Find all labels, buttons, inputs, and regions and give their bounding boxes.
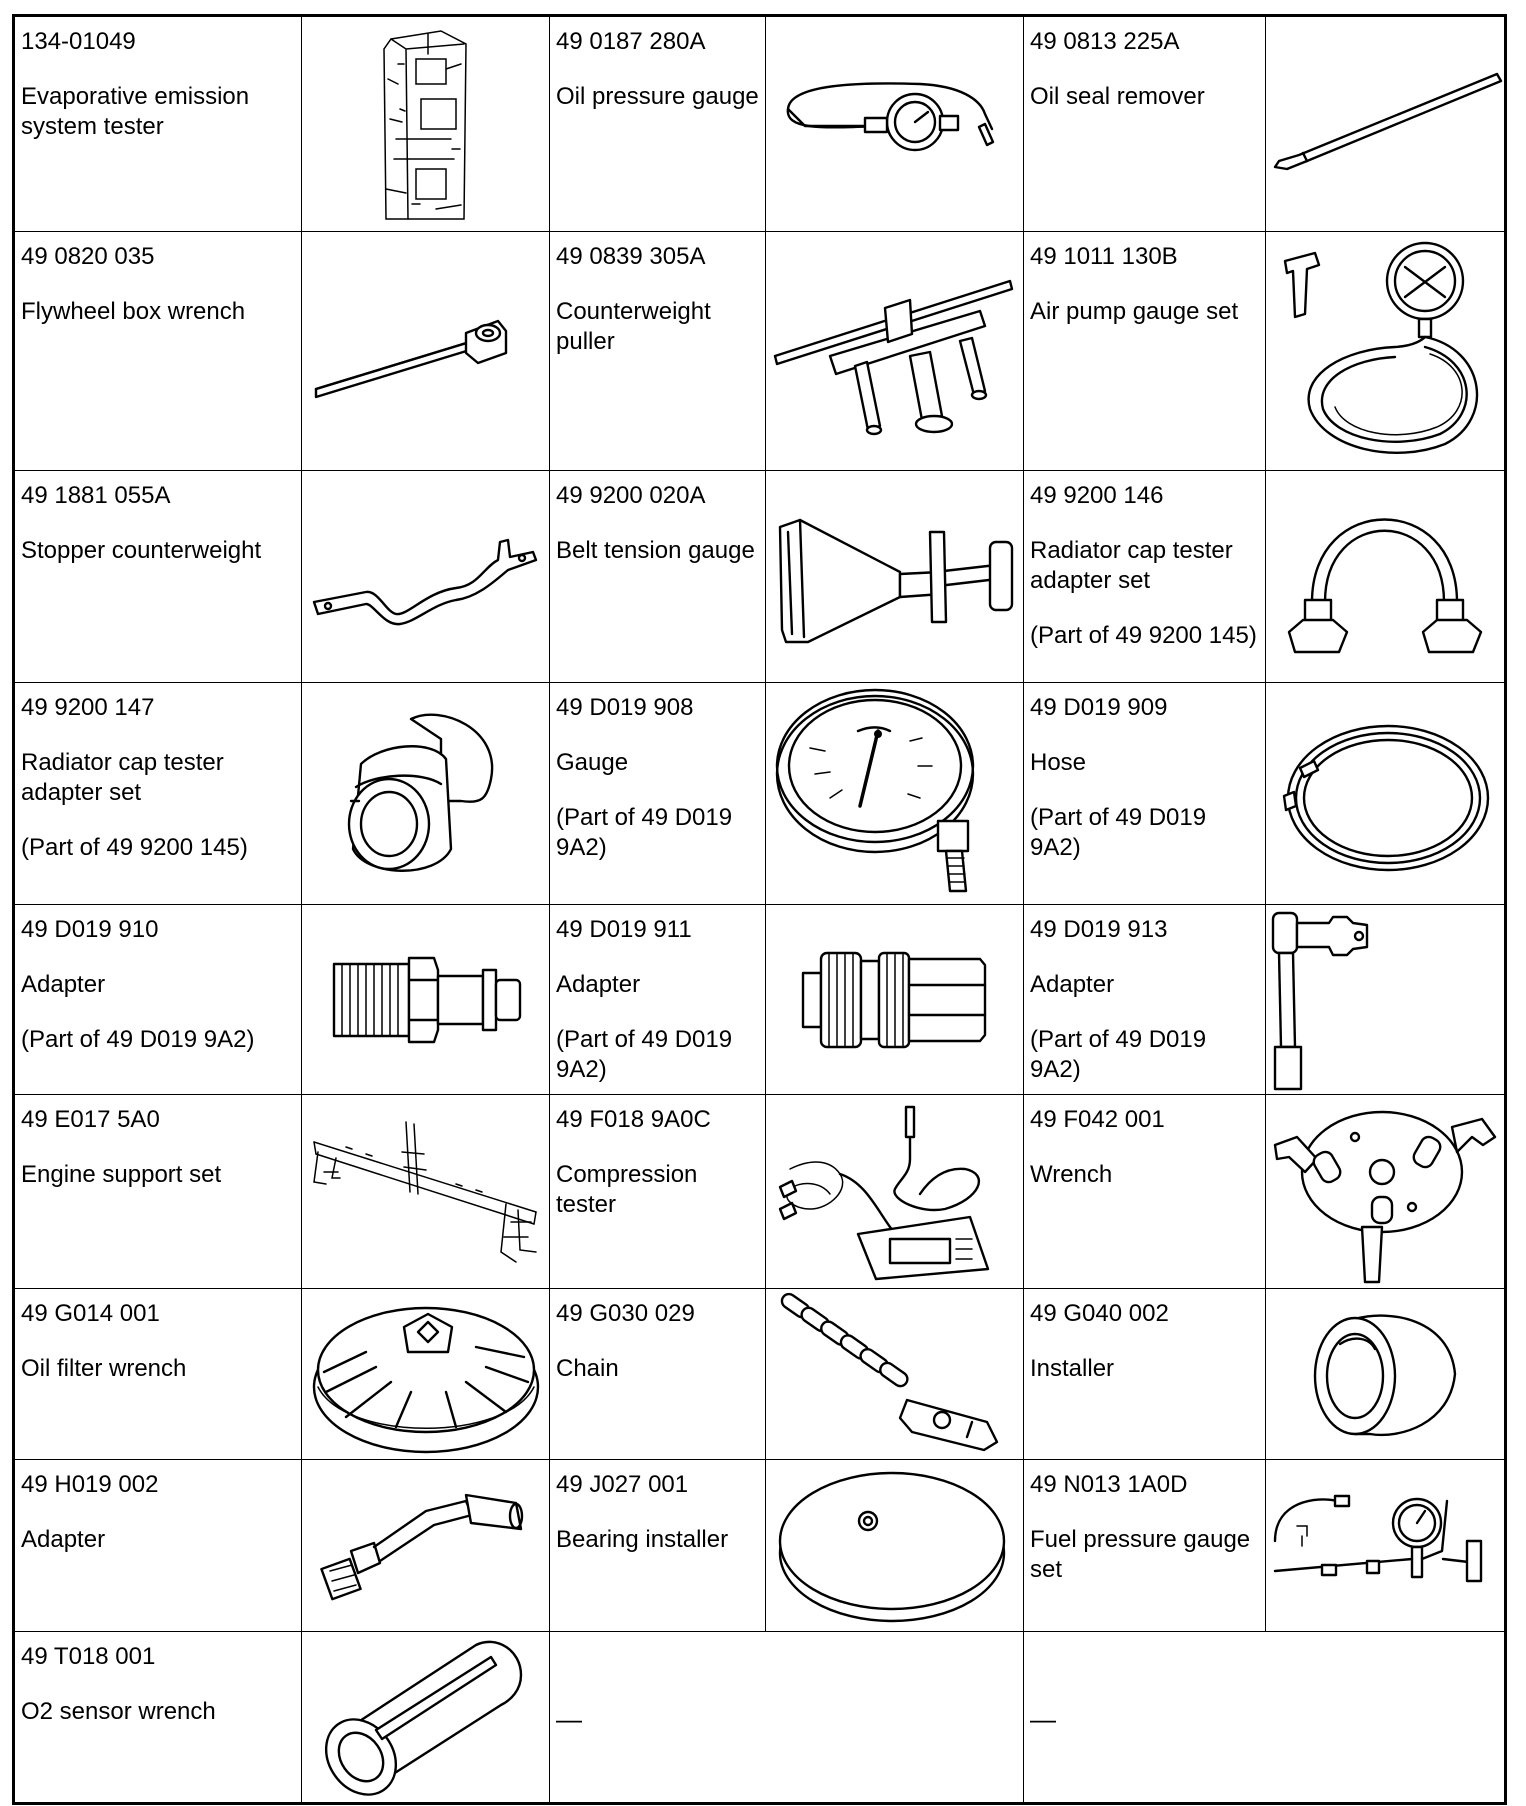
slotted-socket-icon — [316, 1635, 536, 1800]
tool-number: 49 J027 001 — [556, 1471, 689, 1498]
tool-number: 49 0839 305A — [556, 243, 706, 270]
tool-name: Adapter — [556, 971, 641, 998]
tool-image-cell — [302, 905, 550, 1095]
tool-name: Installer — [1030, 1355, 1115, 1382]
tool-name: Bearing installer — [556, 1526, 729, 1553]
tool-number: 49 H019 002 — [21, 1471, 159, 1498]
tool-info-cell — [550, 905, 766, 1095]
tool-number: 49 1011 130B — [1030, 243, 1178, 270]
tool-number: 49 G040 002 — [1030, 1300, 1169, 1327]
tool-info-cell — [1024, 232, 1266, 471]
air-pump-gauge-icon — [1275, 239, 1495, 464]
tool-name: Oil pressure gauge — [556, 83, 759, 110]
three-jaw-wrench-icon — [1267, 1097, 1503, 1287]
tool-info-cell — [550, 1460, 766, 1632]
tool-info-cell — [550, 232, 766, 471]
table-row — [14, 905, 1506, 1095]
tool-image-cell — [766, 1095, 1024, 1289]
tool-number: 49 9200 020A — [556, 482, 706, 509]
tool-number: 134-01049 — [21, 28, 136, 55]
elbow-adapter-icon — [1267, 907, 1503, 1093]
tool-name: Fuel pressure gauge set — [1030, 1526, 1251, 1583]
tool-number: 49 N013 1A0D — [1030, 1471, 1188, 1498]
tool-number: 49 9200 146 — [1030, 482, 1164, 509]
tool-image-cell — [766, 683, 1024, 905]
tool-image-cell — [302, 1289, 550, 1460]
tool-info-cell — [14, 1632, 302, 1804]
tool-image-cell — [1266, 1289, 1506, 1460]
pressure-gauge-icon — [770, 686, 1020, 901]
oil-filter-cap-icon — [306, 1292, 546, 1457]
table-row — [14, 471, 1506, 683]
puller-icon — [770, 256, 1020, 446]
tool-name: Adapter — [21, 971, 106, 998]
tool-image-cell — [302, 1460, 550, 1632]
tool-image-cell — [302, 16, 550, 232]
tool-name: Belt tension gauge — [556, 537, 755, 564]
engine-support-icon — [306, 1112, 546, 1272]
tool-image-cell — [1266, 471, 1506, 683]
tool-name: O2 sensor wrench — [21, 1698, 216, 1725]
tool-number: 49 D019 910 — [21, 916, 159, 943]
tool-image-cell — [1266, 232, 1506, 471]
empty-cell — [1024, 1632, 1506, 1804]
tool-info-cell — [1024, 16, 1266, 232]
tool-image-cell — [1266, 683, 1506, 905]
table-row — [14, 16, 1506, 232]
tool-image-cell — [302, 1632, 550, 1804]
tool-name: Adapter — [1030, 971, 1115, 998]
tool-info-cell — [14, 232, 302, 471]
bearing-disc-icon — [770, 1463, 1020, 1628]
tool-name: Compression tester — [556, 1161, 698, 1218]
tool-part-note: (Part of 49 D019 9A2) — [1030, 1026, 1207, 1083]
tool-number: 49 G030 029 — [556, 1300, 695, 1327]
adapter-hose-icon — [1267, 482, 1503, 672]
radiator-adapter-icon — [341, 709, 511, 879]
special-tools-sheet — [12, 14, 1507, 1805]
tool-number: 49 1881 055A — [21, 482, 171, 509]
belt-tension-gauge-icon — [770, 502, 1020, 652]
tool-image-cell — [766, 1460, 1024, 1632]
tool-image-cell — [1266, 905, 1506, 1095]
empty-dash: — — [556, 1704, 582, 1734]
tool-number: 49 F042 001 — [1030, 1106, 1165, 1133]
tool-info-cell — [1024, 471, 1266, 683]
tool-part-note: (Part of 49 9200 145) — [1030, 622, 1257, 649]
table-row — [14, 1289, 1506, 1460]
tool-image-cell — [766, 471, 1024, 683]
tool-name: Stopper counterweight — [21, 537, 262, 564]
tool-part-note: (Part of 49 9200 145) — [21, 834, 248, 861]
installer-ring-icon — [1310, 1304, 1460, 1444]
evap-tester-icon — [346, 19, 506, 229]
tool-image-cell — [766, 1289, 1024, 1460]
coiled-hose-icon — [1270, 706, 1500, 881]
tool-name: Radiator cap tester adapter set — [21, 749, 224, 806]
tool-info-cell — [550, 683, 766, 905]
tool-image-cell — [302, 683, 550, 905]
tool-number: 49 0820 035 — [21, 243, 155, 270]
tool-number: 49 D019 909 — [1030, 694, 1168, 721]
tool-image-cell — [302, 232, 550, 471]
tool-info-cell — [14, 1095, 302, 1289]
tool-info-cell — [1024, 905, 1266, 1095]
tool-name: Air pump gauge set — [1030, 298, 1239, 325]
compression-tester-icon — [770, 1099, 1020, 1284]
oil-pressure-gauge-icon — [780, 74, 1010, 174]
box-wrench-icon — [308, 291, 544, 411]
tool-info-cell — [550, 16, 766, 232]
oil-seal-remover-icon — [1267, 69, 1503, 179]
tool-name: Radiator cap tester adapter set — [1030, 537, 1233, 594]
empty-cell — [550, 1632, 1024, 1804]
tool-name: Gauge — [556, 749, 629, 776]
tool-info-cell — [14, 471, 302, 683]
empty-dash: — — [1030, 1704, 1056, 1734]
tool-number: 49 T018 001 — [21, 1643, 156, 1670]
table-row — [14, 232, 1506, 471]
special-tools-table — [12, 14, 1507, 1805]
tool-name: Chain — [556, 1355, 619, 1382]
tool-number: 49 D019 913 — [1030, 916, 1168, 943]
tool-number: 49 D019 908 — [556, 694, 694, 721]
tool-number: 49 F018 9A0C — [556, 1106, 711, 1133]
tool-number: 49 0813 225A — [1030, 28, 1180, 55]
stopper-plate-icon — [308, 522, 544, 632]
tool-info-cell — [1024, 1095, 1266, 1289]
tool-info-cell — [14, 683, 302, 905]
tool-name: Hose — [1030, 749, 1087, 776]
tool-image-cell — [1266, 1460, 1506, 1632]
table-row — [14, 1095, 1506, 1289]
tool-info-cell — [1024, 683, 1266, 905]
threaded-adapter-icon — [326, 950, 526, 1050]
tool-name: Evaporative emission system tester — [21, 83, 250, 140]
tool-name: Adapter — [21, 1526, 106, 1553]
quick-coupler-icon — [795, 945, 995, 1055]
tool-name: Oil seal remover — [1030, 83, 1205, 110]
tool-info-cell — [14, 16, 302, 232]
tool-info-cell — [550, 1095, 766, 1289]
tool-image-cell — [766, 905, 1024, 1095]
table-row — [14, 1460, 1506, 1632]
tool-image-cell — [302, 471, 550, 683]
tool-name: Wrench — [1030, 1161, 1113, 1188]
tool-part-note: (Part of 49 D019 9A2) — [556, 804, 733, 861]
tool-info-cell — [14, 1460, 302, 1632]
tool-part-note: (Part of 49 D019 9A2) — [21, 1026, 255, 1053]
chain-icon — [772, 1292, 1017, 1457]
tool-image-cell — [766, 232, 1024, 471]
tool-name: Flywheel box wrench — [21, 298, 246, 325]
tool-image-cell — [1266, 1095, 1506, 1289]
tool-info-cell — [550, 1289, 766, 1460]
table-row — [14, 1632, 1506, 1804]
tool-info-cell — [1024, 1460, 1266, 1632]
tool-name: Oil filter wrench — [21, 1355, 187, 1382]
tool-number: 49 G014 001 — [21, 1300, 160, 1327]
tool-name: Engine support set — [21, 1161, 222, 1188]
tool-name: Counterweight puller — [556, 298, 711, 355]
table-row — [14, 683, 1506, 905]
tool-number: 49 9200 147 — [21, 694, 155, 721]
tool-info-cell — [1024, 1289, 1266, 1460]
tool-image-cell — [1266, 16, 1506, 232]
tool-info-cell — [14, 1289, 302, 1460]
tool-image-cell — [302, 1095, 550, 1289]
tool-part-note: (Part of 49 D019 9A2) — [1030, 804, 1207, 861]
tool-number: 49 0187 280A — [556, 28, 706, 55]
bent-adapter-icon — [316, 1481, 536, 1611]
fuel-pressure-gauge-icon — [1267, 1481, 1503, 1611]
tool-image-cell — [766, 16, 1024, 232]
tool-part-note: (Part of 49 D019 9A2) — [556, 1026, 733, 1083]
tool-number: 49 D019 911 — [556, 916, 692, 943]
tool-info-cell — [550, 471, 766, 683]
tool-number: 49 E017 5A0 — [21, 1106, 160, 1133]
tool-info-cell — [14, 905, 302, 1095]
